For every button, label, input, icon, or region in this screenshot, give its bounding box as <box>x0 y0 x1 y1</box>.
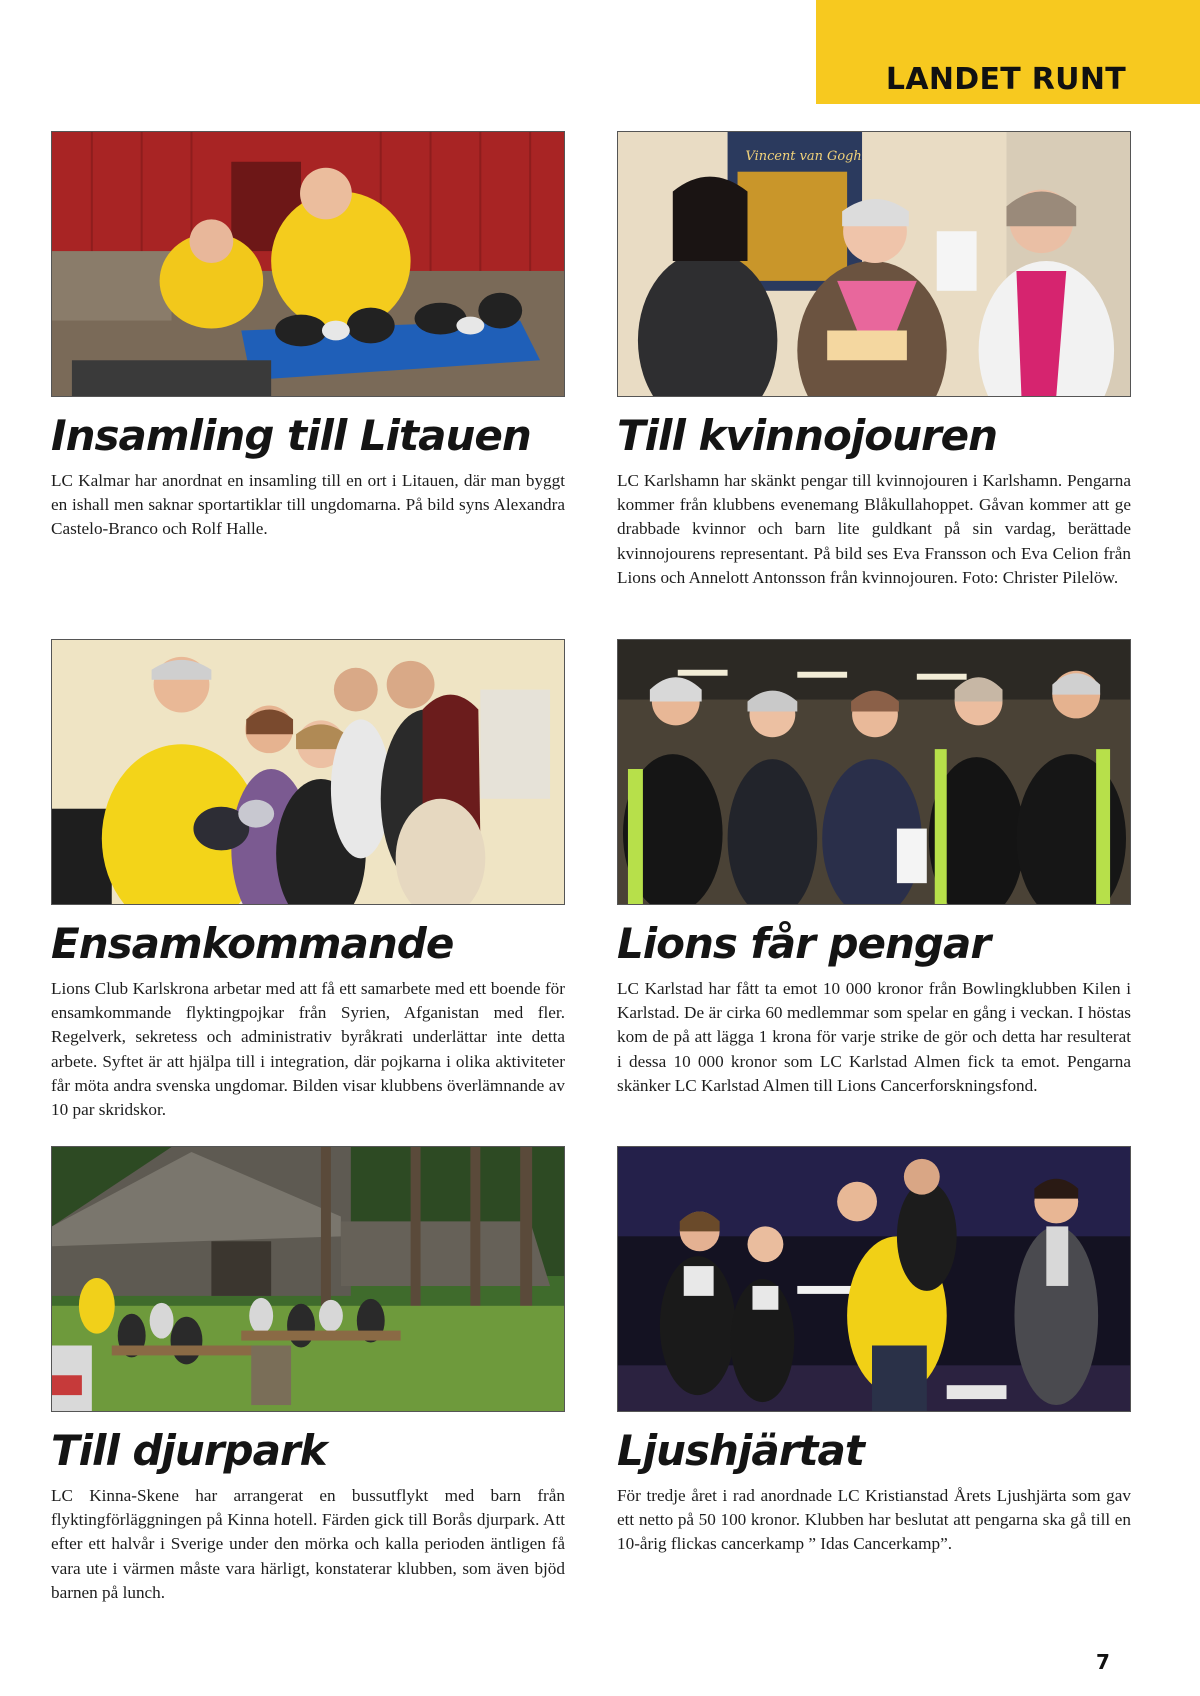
section-label: LANDET RUNT <box>885 62 1126 97</box>
article-body: För tredje året i rad anordnade LC Kristianstad Årets Ljushjärta som gav ett netto på 50 100 kronor. Klubben har beslutat att pengarna ska gå till en 10-årig flickas cancerkamp ” Idas Cancerkamp”. <box>617 1486 1131 1554</box>
article-headline: Ensamkommande <box>51 919 454 968</box>
article-headline: Lions får pengar <box>617 919 991 968</box>
section-tab <box>816 0 1200 104</box>
article-till-djurpark <box>51 1146 565 1605</box>
article-photo <box>617 131 1131 397</box>
article-insamling <box>51 131 565 542</box>
article-body: LC Karlshamn har skänkt pengar till kvinnojouren i Karlshamn. Pengarna kommer från klubbens evenemang Blåkullahoppet. Gåvan kommer att ge drabbade kvinnor och barn lite guldkant på sin vardag, berättade kvinnojourens representant. På bild ses Eva Fransson och Eva Celion från Lions och Annelott Antonsson från kvinnojouren. Foto: Christer Pilelöw. <box>617 471 1131 587</box>
page-number: 7 <box>1096 1650 1110 1674</box>
article-headline: Till djurpark <box>51 1426 327 1475</box>
article-body: LC Kinna-Skene har arrangerat en bussutflykt med barn från flyktingförläggningen på Kinna hotell. Färden gick till Borås djurpark. Att efter ett halvår i Sverige under den mörka och kalla perioden äntligen få vara ute i värmen måste vara härligt, konstaterar klubben, som även bjöd barnen på lunch. <box>51 1486 565 1602</box>
article-body: LC Karlstad har fått ta emot 10 000 kronor från Bowlingklubben Kilen i Karlstad. De är cirka 60 medlemmar som spelar en gång i veckan. I höstas kom de på att lägga 1 krona för varje strike de gör och detta har resulterat i dessa 10 000 kronor som LC Karlstad Almen fick ta emot. Pengarna skänker LC Karlstad Almen till Lions Cancerforskningsfond. <box>617 979 1131 1095</box>
article-photo <box>617 1146 1131 1412</box>
article-ljushjartat <box>617 1146 1131 1557</box>
article-headline: Till kvinnojouren <box>617 411 998 460</box>
poster-text: Vincent van Gogh <box>745 148 862 164</box>
article-photo <box>51 639 565 905</box>
article-photo <box>51 131 565 397</box>
article-kvinnojouren <box>617 131 1131 590</box>
article-lions-far-pengar <box>617 639 1131 1098</box>
article-headline: Insamling till Litauen <box>51 411 531 460</box>
article-ensamkommande <box>51 639 565 1122</box>
article-photo <box>617 639 1131 905</box>
article-body: Lions Club Karlskrona arbetar med att få ett samarbete med ett boende för ensamkommande flyktingpojkar från Syrien, Afganistan med fler. Regelverk, sekretess och administrativ byråkrati underlättar inte detta arbete. Syftet är att hjälpa till i integration, där pojkarna i olika aktiviteter får möta andra svenska ungdomar. Bilden visar klubbens överlämnande av 10 par skridskor. <box>51 979 565 1120</box>
article-photo <box>51 1146 565 1412</box>
article-headline: Ljushjärtat <box>617 1426 864 1475</box>
article-body: LC Kalmar har anordnat en insamling till en ort i Litauen, där man byggt en ishall men saknar sportartiklar till ungdomarna. På bild syns Alexandra Castelo-Branco och Rolf Halle. <box>51 471 565 539</box>
